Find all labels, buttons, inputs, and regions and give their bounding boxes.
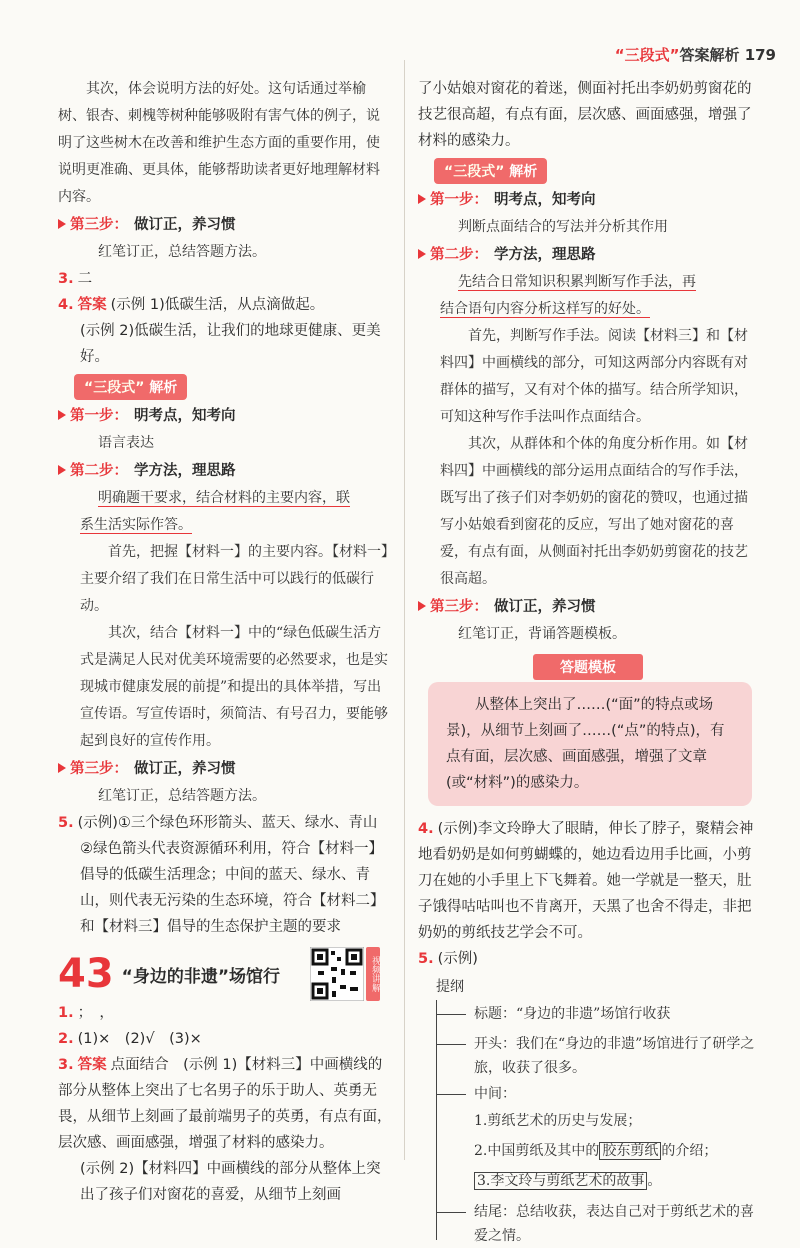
right-step2: 第二步： 学方法，理思路 (418, 241, 758, 269)
left-step3a-text: 红笔订正，总结答题方法。 (98, 244, 266, 260)
r-answer-4: 4. (示例)李文玲睁大了眼睛，伸长了脖子，聚精会神地看奶奶是如何剪蝴蝶的，她边看边用手比画，小剪刀在她的小手里上下飞舞着。她一学就是一整天，肚子饿得咕咕叫也不肯离开，天黑了也舍不得走，非把奶奶的剪纸技艺学会不可。 (418, 821, 754, 941)
left-step1-text: 语言表达 (98, 435, 154, 451)
outline-middle: 中间： (436, 1082, 758, 1106)
outline-end: 结尾：总结收获，表达自己对于剪纸艺术的喜爱之情。 (436, 1200, 758, 1248)
outline-middle-2: 2.中国剪纸及其中的 胶东剪纸 的介绍； (474, 1143, 718, 1159)
sanduanshi-badge: “三段式” 解析 (434, 158, 547, 184)
column-divider (404, 60, 405, 1160)
answer-4: 4. 答案 (示例 1)低碳生活，从点滴做起。 (58, 297, 325, 313)
qr-code-icon[interactable] (310, 947, 381, 1001)
right-step3-text: 红笔订正，背诵答题模板。 (458, 626, 626, 642)
template-text: 从整体上突出了……(“面”的特点或场景)，从细节上刻画了……(“点”的特点)，有点有面，层次感、画面感强，增强了文章(或“材料”)的感染力。 (446, 697, 725, 791)
arrow-icon (58, 410, 66, 420)
left-column (58, 76, 392, 1208)
section-title: “身边的非遗”场馆行 (121, 966, 281, 987)
page-header (615, 44, 776, 65)
left-step3b-text: 红笔订正，总结答题方法。 (98, 788, 266, 804)
outline-title: 标题：“身边的非遗”场馆行收获 (436, 1002, 758, 1026)
arrow-icon (58, 763, 66, 773)
outline-middle-1: 1.剪纸艺术的历史与发展； (474, 1113, 642, 1129)
section-heading (58, 948, 392, 1000)
header-highlight: “三段式” (614, 46, 680, 64)
outline-root: 提纲 (436, 979, 464, 995)
arrow-icon (418, 249, 426, 259)
outline-tree (436, 976, 758, 1248)
page-number: 179 (744, 46, 776, 64)
right-paragraph-2: 首先，判断写作手法。阅读【材料三】和【材料四】中画横线的部分，可知这两部分内容既有对群体的描写，又有对个体的描写。结合所学知识，可知这种写作手法叫作点面结合。 (440, 328, 748, 425)
arrow-icon (418, 194, 426, 204)
s-answer-2: 2. (1)× (2)√ (3)× (58, 1031, 202, 1047)
s-answer-1: 1. ； ， (58, 1005, 114, 1021)
arrow-icon (58, 465, 66, 475)
right-column (418, 76, 758, 1248)
right-paragraph-1: 了小姑娘对窗花的着迷，侧面衬托出李奶奶剪窗花的技艺很高超，有点有面，层次感、画面感强，增强了材料的感染力。 (418, 81, 752, 149)
arrow-icon (418, 601, 426, 611)
left-step2-text-a: 明确题干要求，结合材料的主要内容，联 (98, 490, 350, 506)
s-answer-3-example-2: (示例 2)【材料四】中画横线的部分从整体上突出了孩子们对窗花的喜爱，从细节上刻画 (80, 1161, 381, 1203)
left-step3a: 第三步： 做订正，养习惯 (58, 211, 392, 239)
arrow-icon (58, 219, 66, 229)
s-answer-3: 3. 答案 点面结合 (示例 1)【材料三】中画横线的部分从整体上突出了七名男子的乐于助人、英勇无畏，从细节上刻画了最前端男子的英勇，有点有面，层次感、画面感强，增强了材料的感染力。 (58, 1057, 392, 1151)
left-step2-text-b: 系生活实际作答。 (80, 517, 192, 533)
left-step1: 第一步： 明考点，知考向 (58, 402, 392, 430)
template-box (428, 682, 752, 806)
left-paragraph-3: 其次，结合【材料一】中的“绿色低碳生活方式是满足人民对优美环境需要的必然要求，也是实现城市健康发展的前提”和提出的具体举措，写出宣传语。写宣传语时，须简洁、有号召力，要能够起到良好的宣传作用。 (80, 625, 388, 749)
left-paragraph-2: 首先，把握【材料一】的主要内容。【材料一】主要介绍了我们在日常生活中可以践行的低碳行动。 (80, 544, 388, 614)
section-number: 43 (58, 951, 114, 997)
right-step2-text-a: 先结合日常知识积累判断写作手法，再 (458, 274, 696, 290)
outline-middle-3: 3.李文玲与剪纸艺术的故事 。 (436, 1166, 758, 1196)
answer-3: 3. 二 (58, 271, 93, 287)
right-paragraph-3: 其次，从群体和个体的角度分析作用。如【材料四】中画横线的部分运用点面结合的写作手法，既写出了孩子们对李奶奶的窗花的赞叹，也通过描写小姑娘看到窗花的反应，写出了她对窗花的喜爱，有点有面，从侧面衬托出李奶奶剪窗花的技艺很高超。 (440, 436, 748, 587)
outline-open: 开头：我们在“身边的非遗”场馆进行了研学之旅，收获了很多。 (436, 1032, 758, 1080)
left-step2: 第二步： 学方法，理思路 (58, 457, 392, 485)
answer-5-cont: ②绿色箭头代表资源循环利用，符合【材料一】倡导的低碳生活理念；中间的蓝天、绿水、青山，则代表无污染的生态环境，符合【材料二】和【材料三】倡导的生态保护主题的要求 (80, 841, 385, 935)
template-badge: 答题模板 (533, 654, 643, 680)
right-step1: 第一步： 明考点，知考向 (418, 186, 758, 214)
right-step2-text-b: 结合语句内容分析这样写的好处。 (440, 301, 650, 317)
qr-tag: 视频讲解 (366, 947, 380, 1001)
answer-5: 5. (示例)①三个绿色环形箭头、蓝天、绿水、青山 (58, 815, 378, 831)
left-paragraph-1: 其次，体会说明方法的好处。这句话通过举榆树、银杏、刺槐等树种能够吸附有害气体的例子，说明了这些树木在改善和维护生态方面的重要作用，使说明更准确、更具体，能够帮助读者更好地理解材料内容。 (58, 81, 380, 205)
sanduanshi-badge: “三段式” 解析 (74, 374, 187, 400)
answer-4-example-2: (示例 2)低碳生活，让我们的地球更健康、更美好。 (80, 323, 381, 365)
right-step1-text: 判断点面结合的写法并分析其作用 (458, 219, 668, 235)
header-title: 答案解析 (679, 46, 740, 64)
left-step3b: 第三步： 做订正，养习惯 (58, 755, 392, 783)
right-step3: 第三步： 做订正，养习惯 (418, 593, 758, 621)
r-answer-5: 5. (示例) (418, 951, 478, 967)
